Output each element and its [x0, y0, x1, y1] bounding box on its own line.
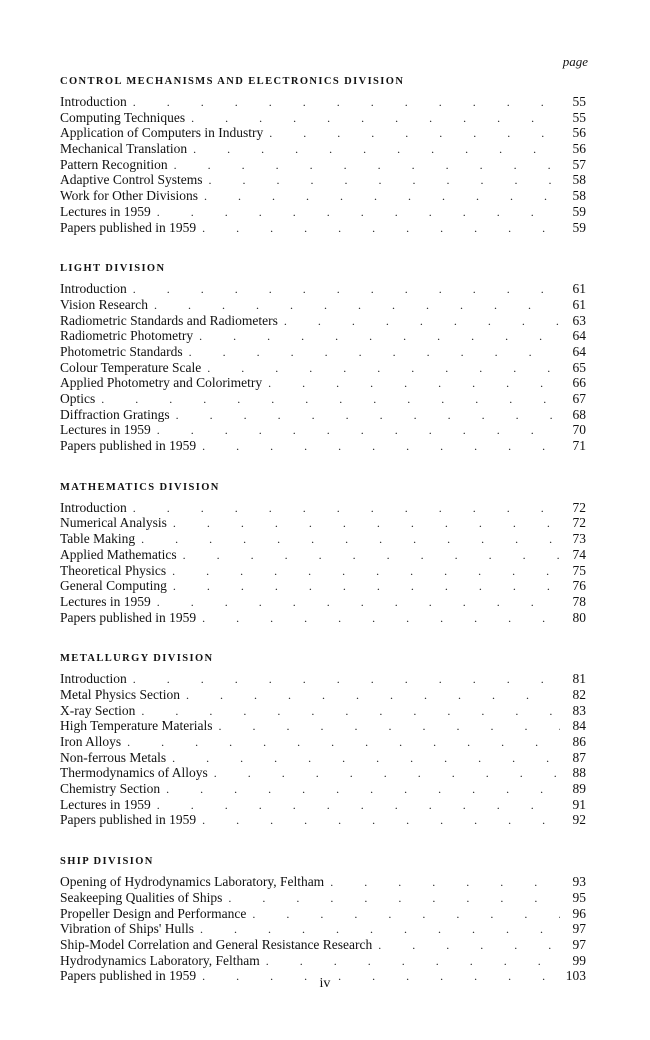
toc-entry [60, 687, 586, 703]
entry-title: Diffraction Gratings [60, 407, 176, 423]
toc-entry [60, 890, 586, 906]
dot-leader [268, 376, 560, 392]
dot-leader [176, 408, 560, 424]
dot-leader [173, 579, 560, 595]
dot-leader [101, 392, 560, 408]
section-heading: SHIP DIVISION [60, 856, 154, 868]
entry-title: Pattern Recognition [60, 157, 174, 173]
toc-entry [60, 671, 586, 687]
entry-title: Introduction [60, 94, 133, 110]
toc-entry [60, 937, 586, 953]
toc-entry [60, 874, 586, 890]
toc-entry [60, 313, 586, 329]
dot-leader [157, 595, 560, 611]
dot-leader [219, 719, 560, 735]
entry-page-number: 96 [560, 906, 586, 922]
entry-page-number: 91 [560, 797, 586, 813]
entry-title: Theoretical Physics [60, 563, 172, 579]
entry-title: Computing Techniques [60, 110, 191, 126]
toc-section [60, 261, 586, 454]
entry-page-number: 88 [560, 765, 586, 781]
entry-page-number: 61 [560, 281, 586, 297]
toc-entry [60, 610, 586, 626]
toc-section [60, 854, 586, 984]
section-heading: MATHEMATICS DIVISION [60, 481, 220, 493]
dot-leader [133, 95, 560, 111]
entry-page-number: 71 [560, 438, 586, 454]
toc-entry [60, 531, 586, 547]
entry-page-number: 72 [560, 515, 586, 531]
entry-page-number: 68 [560, 407, 586, 423]
dot-leader [172, 564, 560, 580]
entry-title: Vibration of Ships' Hulls [60, 921, 200, 937]
dot-leader [204, 189, 560, 205]
entry-page-number: 103 [560, 968, 586, 984]
entry-page-number: 61 [560, 297, 586, 313]
dot-leader [330, 875, 560, 891]
toc-entry [60, 125, 586, 141]
dot-leader [133, 282, 560, 298]
entry-title: Metal Physics Section [60, 687, 186, 703]
entry-title: Introduction [60, 671, 133, 687]
dot-leader [284, 314, 560, 330]
dot-leader [172, 751, 560, 767]
entry-title: Adaptive Control Systems [60, 172, 209, 188]
entry-title: Chemistry Section [60, 781, 166, 797]
dot-leader [228, 891, 560, 907]
entry-page-number: 97 [560, 937, 586, 953]
toc-entry [60, 172, 586, 188]
toc-entry [60, 94, 586, 110]
entry-title: Applied Mathematics [60, 547, 183, 563]
entry-page-number: 81 [560, 671, 586, 687]
entry-title: Seakeeping Qualities of Ships [60, 890, 228, 906]
entry-title: Papers published in 1959 [60, 812, 202, 828]
entry-page-number: 57 [560, 157, 586, 173]
entry-title: Mechanical Translation [60, 141, 193, 157]
entry-title: Application of Computers in Industry [60, 125, 269, 141]
entry-page-number: 83 [560, 703, 586, 719]
entry-page-number: 65 [560, 360, 586, 376]
entry-page-number: 59 [560, 204, 586, 220]
toc-entry [60, 906, 586, 922]
dot-leader [252, 907, 560, 923]
entry-page-number: 86 [560, 734, 586, 750]
entry-title: Ship-Model Correlation and General Resistance Research [60, 937, 378, 953]
toc-entry [60, 297, 586, 313]
entry-title: Papers published in 1959 [60, 610, 202, 626]
toc-entry [60, 578, 586, 594]
entry-title: Papers published in 1959 [60, 968, 202, 984]
entry-page-number: 97 [560, 921, 586, 937]
entry-title: X-ray Section [60, 703, 141, 719]
toc-section [60, 74, 586, 235]
entry-page-number: 64 [560, 344, 586, 360]
entry-title: Iron Alloys [60, 734, 127, 750]
entry-page-number: 56 [560, 125, 586, 141]
dot-leader [269, 126, 560, 142]
entry-title: Introduction [60, 500, 133, 516]
entry-title: Radiometric Standards and Radiometers [60, 313, 284, 329]
dot-leader [207, 361, 560, 377]
toc-entry [60, 718, 586, 734]
entry-title: Vision Research [60, 297, 154, 313]
dot-leader [202, 439, 560, 455]
dot-leader [141, 704, 560, 720]
dot-leader [202, 813, 560, 829]
toc-entry [60, 703, 586, 719]
toc-entry [60, 328, 586, 344]
entry-title: Radiometric Photometry [60, 328, 199, 344]
page-column-header: page [562, 54, 588, 69]
entry-title: Non-ferrous Metals [60, 750, 172, 766]
dot-leader [214, 766, 560, 782]
dot-leader [189, 345, 560, 361]
toc-entry [60, 188, 586, 204]
entry-page-number: 70 [560, 422, 586, 438]
dot-leader [157, 205, 560, 221]
entry-title: Propeller Design and Performance [60, 906, 252, 922]
entry-page-number: 73 [560, 531, 586, 547]
toc-entry [60, 921, 586, 937]
entry-title: Applied Photometry and Colorimetry [60, 375, 268, 391]
dot-leader [133, 672, 560, 688]
entry-title: Thermodynamics of Alloys [60, 765, 214, 781]
section-heading: LIGHT DIVISION [60, 263, 166, 275]
entry-page-number: 75 [560, 563, 586, 579]
entry-title: Work for Other Divisions [60, 188, 204, 204]
toc-entry [60, 438, 586, 454]
entry-page-number: 72 [560, 500, 586, 516]
dot-leader [157, 423, 560, 439]
dot-leader [183, 548, 560, 564]
entry-title: Table Making [60, 531, 141, 547]
entry-page-number: 99 [560, 953, 586, 969]
entry-page-number: 84 [560, 718, 586, 734]
toc-entry [60, 750, 586, 766]
toc-entry [60, 204, 586, 220]
entry-page-number: 55 [560, 94, 586, 110]
entry-page-number: 82 [560, 687, 586, 703]
entry-page-number: 58 [560, 172, 586, 188]
entry-page-number: 66 [560, 375, 586, 391]
toc-entry [60, 500, 586, 516]
entry-page-number: 56 [560, 141, 586, 157]
page-number: iv [319, 976, 331, 991]
entry-page-number: 89 [560, 781, 586, 797]
entry-title: Lectures in 1959 [60, 422, 157, 438]
toc-entry [60, 220, 586, 236]
toc-section [60, 651, 586, 828]
dot-leader [266, 954, 560, 970]
dot-leader [173, 516, 560, 532]
entry-page-number: 67 [560, 391, 586, 407]
toc-entry [60, 547, 586, 563]
dot-leader [157, 798, 560, 814]
toc-entry [60, 391, 586, 407]
entry-title: Colour Temperature Scale [60, 360, 207, 376]
entry-page-number: 95 [560, 890, 586, 906]
entry-page-number: 59 [560, 220, 586, 236]
toc-entry [60, 594, 586, 610]
toc-entry [60, 407, 586, 423]
dot-leader [133, 501, 560, 517]
entry-title: Numerical Analysis [60, 515, 173, 531]
entry-page-number: 87 [560, 750, 586, 766]
dot-leader [191, 111, 560, 127]
dot-leader [202, 611, 560, 627]
toc-entry [60, 110, 586, 126]
toc-entry [60, 812, 586, 828]
entry-page-number: 76 [560, 578, 586, 594]
entry-title: Hydrodynamics Laboratory, Feltham [60, 953, 266, 969]
dot-leader [209, 173, 561, 189]
entry-title: High Temperature Materials [60, 718, 219, 734]
entry-page-number: 93 [560, 874, 586, 890]
entry-title: Lectures in 1959 [60, 797, 157, 813]
toc-entry [60, 953, 586, 969]
entry-page-number: 74 [560, 547, 586, 563]
dot-leader [127, 735, 560, 751]
toc-entry [60, 515, 586, 531]
entry-title: General Computing [60, 578, 173, 594]
dot-leader [154, 298, 560, 314]
toc-entry [60, 765, 586, 781]
toc-entry [60, 281, 586, 297]
dot-leader [193, 142, 560, 158]
dot-leader [186, 688, 560, 704]
dot-leader [174, 158, 560, 174]
toc-entry [60, 734, 586, 750]
toc-entry [60, 563, 586, 579]
toc-entry [60, 157, 586, 173]
entry-title: Photometric Standards [60, 344, 189, 360]
toc-entry [60, 797, 586, 813]
toc-entry [60, 141, 586, 157]
entry-page-number: 78 [560, 594, 586, 610]
entry-page-number: 55 [560, 110, 586, 126]
section-heading: METALLURGY DIVISION [60, 653, 214, 665]
entry-page-number: 63 [560, 313, 586, 329]
section-heading: CONTROL MECHANISMS AND ELECTRONICS DIVISION [60, 76, 405, 87]
entry-title: Papers published in 1959 [60, 220, 202, 236]
entry-page-number: 92 [560, 812, 586, 828]
toc-entry [60, 781, 586, 797]
toc-entry [60, 375, 586, 391]
dot-leader [378, 938, 560, 954]
dot-leader [199, 329, 560, 345]
dot-leader [141, 532, 560, 548]
toc-entry [60, 344, 586, 360]
entry-title: Introduction [60, 281, 133, 297]
entry-title: Opening of Hydrodynamics Laboratory, Feltham [60, 874, 330, 890]
entry-page-number: 58 [560, 188, 586, 204]
entry-page-number: 64 [560, 328, 586, 344]
entry-title: Lectures in 1959 [60, 594, 157, 610]
dot-leader [166, 782, 560, 798]
toc-entry [60, 422, 586, 438]
dot-leader [200, 922, 560, 938]
toc-entry [60, 360, 586, 376]
table-of-contents [60, 74, 586, 1010]
entry-page-number: 80 [560, 610, 586, 626]
entry-title: Optics [60, 391, 101, 407]
toc-section [60, 480, 586, 626]
dot-leader [202, 221, 560, 237]
entry-title: Papers published in 1959 [60, 438, 202, 454]
entry-title: Lectures in 1959 [60, 204, 157, 220]
